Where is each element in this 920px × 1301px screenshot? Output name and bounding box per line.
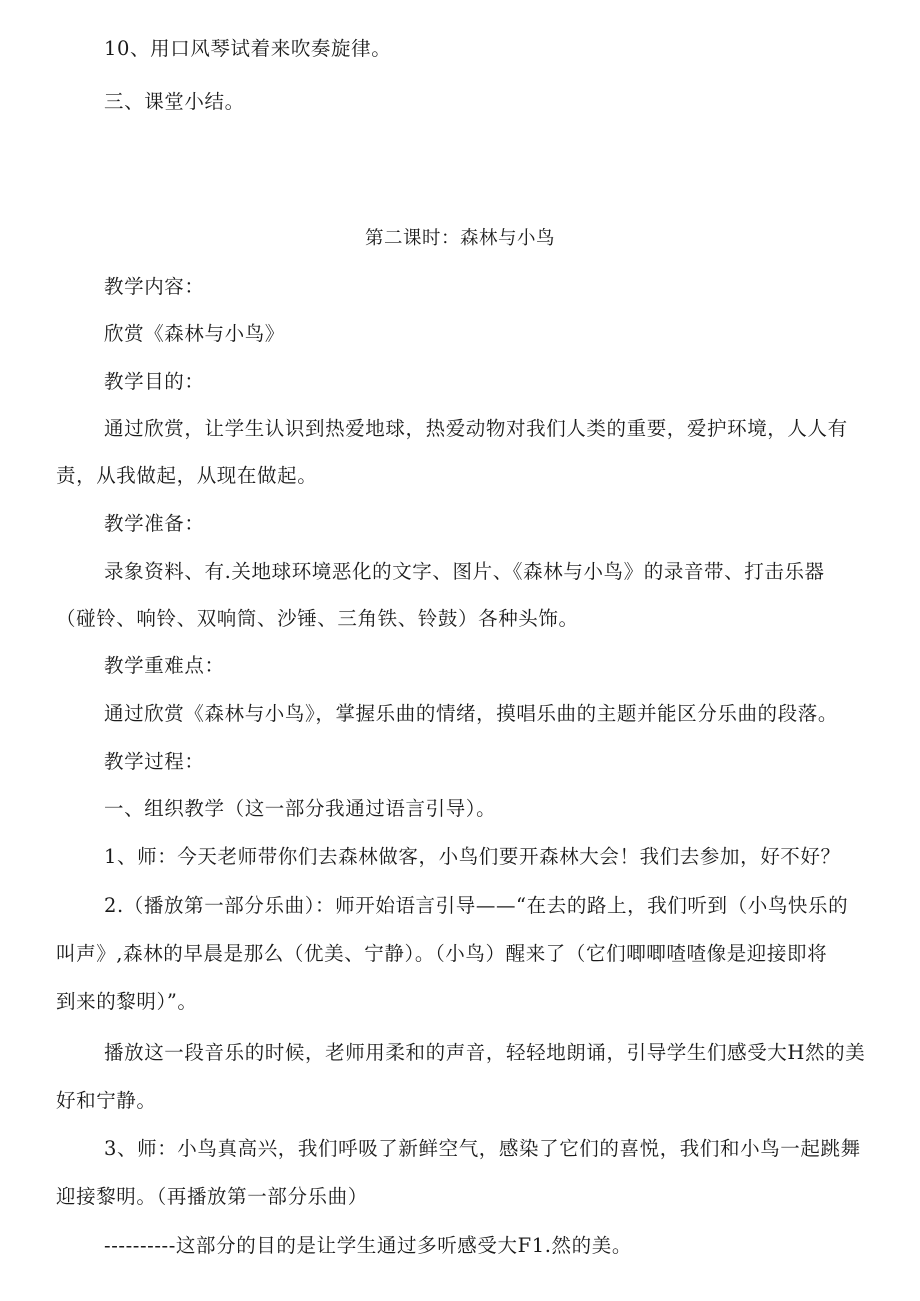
text-line: 一、组织教学（这一部分我通过语言引导）。: [104, 797, 497, 820]
text-line: 教学过程：: [104, 750, 205, 773]
text-line: 通过欣赏，让学生认识到热爱地球，热爱动物对我们人类的重要，爱护环境，人人有: [104, 417, 848, 440]
text-line: 责，从我做起，从现在做起。: [56, 464, 318, 487]
text-line: 通过欣赏《森林与小鸟》，掌握乐曲的情绪，摸唱乐曲的主题并能区分乐曲的段落。: [104, 702, 838, 725]
text-line: （碰铃、响铃、双响筒、沙锤、三角铁、铃鼓）各种头饰。: [56, 607, 579, 630]
text-line: 叫声》,森林的早晨是那么（优美、宁静）。（小鸟）醒来了（它们唧唧喳喳像是迎接即将: [56, 942, 828, 965]
text-line: 2.（播放第一部分乐曲）：师开始语言引导——“在去的路上，我们听到（小鸟快乐的: [104, 894, 849, 917]
text-line: 3、师：小鸟真高兴，我们呼吸了新鲜空气，感染了它们的喜悦，我们和小鸟一起跳舞: [104, 1137, 861, 1160]
text-line: 录象资料、有.关地球环境恶化的文字、图片、《森林与小鸟》的录音带、打击乐器: [104, 560, 825, 583]
text-line: 迎接黎明。（再播放第一部分乐曲）: [56, 1185, 368, 1208]
text-line: 教学内容：: [104, 275, 205, 298]
text-line: 播放这一段音乐的时候，老师用柔和的声音，轻轻地朗诵，引导学生们感受大H然的美: [104, 1041, 866, 1064]
text-line: 到来的黎明）”。: [56, 990, 198, 1013]
lesson-title: 第二课时：森林与小鸟: [364, 228, 555, 249]
text-line: 教学准备：: [104, 512, 205, 535]
text-line: ----------这部分的目的是让学生通过多听感受大F1.然的美。: [104, 1234, 632, 1257]
text-line: 教学目的：: [104, 370, 205, 393]
text-line: 三、课堂小结。: [104, 90, 245, 113]
text-line: 教学重难点：: [104, 654, 225, 677]
text-line: 1、师：今天老师带你们去森林做客，小鸟们要开森林大会！我们去参加，好不好？: [104, 845, 841, 868]
text-line: 欣赏《森林与小鸟》: [104, 322, 285, 345]
text-line: 10、用口风琴试着来吹奏旋律。: [104, 37, 392, 60]
text-line: 好和宁静。: [56, 1089, 157, 1112]
